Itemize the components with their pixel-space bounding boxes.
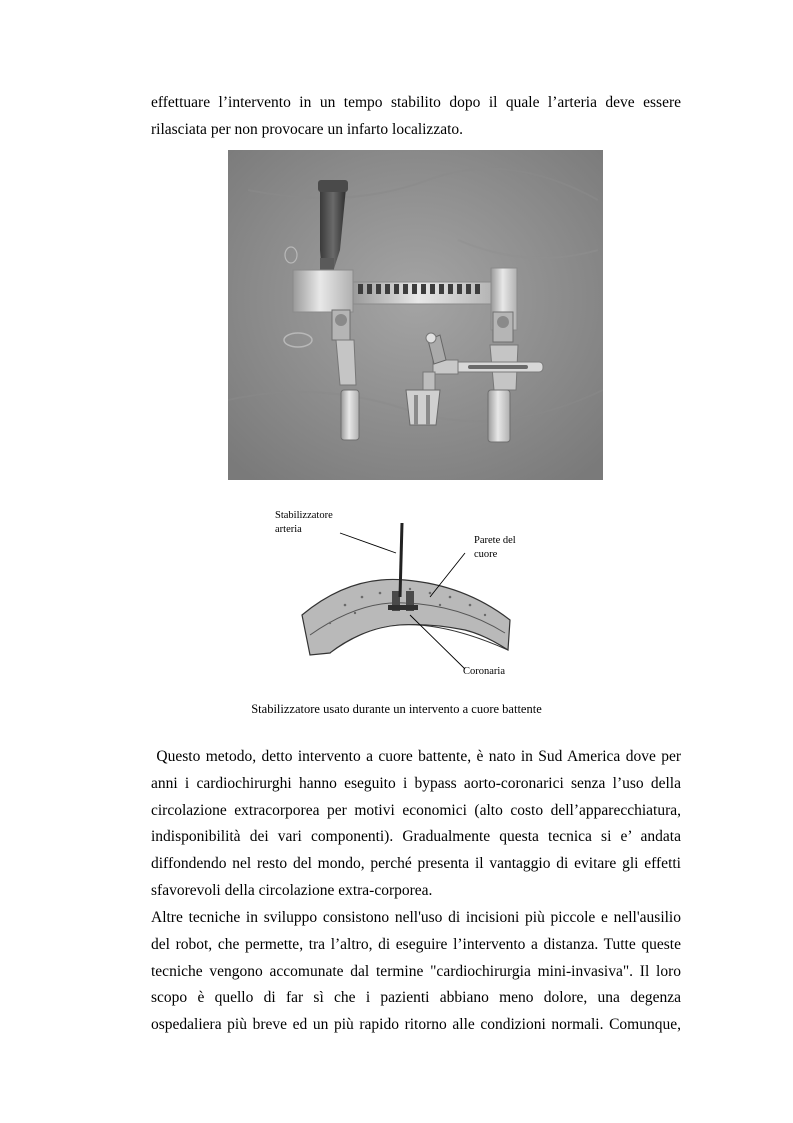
label-stabilizer: Stabilizzatore xyxy=(275,510,333,521)
label-stabilizer-2: arteria xyxy=(275,524,302,535)
label-heart-wall: Parete del xyxy=(474,535,516,546)
text-line: ospedaliera più breve ed un più rapido ritorno alle condizioni normali. Comunque, xyxy=(151,1016,681,1034)
stabilizer-photo xyxy=(228,150,603,480)
text-line: Altre tecniche in sviluppo consistono nell'uso di incisioni più piccole e nell'ausilio xyxy=(151,909,681,926)
text-line: circolazione extracorporea per motivi economici (alto costo dell’apparecchiatura, xyxy=(151,801,681,819)
label-coronary: Coronaria xyxy=(463,666,505,677)
text-line: diffondendo nel resto del mondo, perché presenta il vantaggio di evitare gli effetti xyxy=(151,855,681,873)
text-line: Questo metodo, detto intervento a cuore battente, è nato in Sud America dove per xyxy=(151,748,682,765)
text-line: effettuare l’intervento in un tempo stabilito dopo il quale l’arteria deve essere xyxy=(151,94,681,111)
text-line: sfavorevoli della circolazione extra-corporea. xyxy=(151,881,433,899)
stabilizer-diagram xyxy=(270,505,532,680)
label-heart-wall-2: cuore xyxy=(474,549,498,560)
text-line: tecniche vengono accomunate dal termine "cardiochirurgia mini-invasiva". Il loro xyxy=(151,962,681,980)
top-paragraph xyxy=(151,90,681,144)
text-line: indisponibilità dei vari componenti). Gradualmente questa tecnica si e’ andata xyxy=(151,828,681,846)
text-line: rilasciata per non provocare un infarto localizzato. xyxy=(151,120,464,138)
text-line: del robot, che permette, tra l’altro, di eseguire l’intervento a distanza. Tutte queste xyxy=(151,935,681,953)
text-line: scopo è quello di far sì che i pazienti abbiano meno dolore, una degenza xyxy=(151,989,681,1007)
body-paragraph-2 xyxy=(151,905,681,1039)
body-paragraph-1 xyxy=(151,744,681,905)
text-line: anni i cardiochirurghi hanno eseguito i bypass aorto-coronarici senza l’uso della xyxy=(151,774,681,792)
figure-caption: Stabilizzatore usato durante un intervento a cuore battente xyxy=(251,702,542,716)
